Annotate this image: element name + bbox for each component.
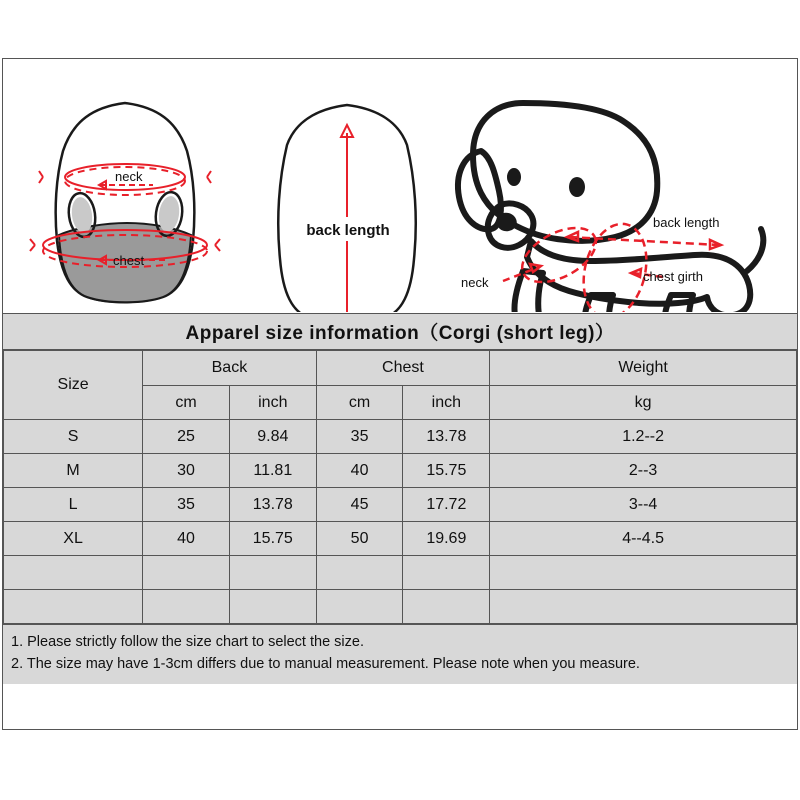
header-chest-inch: inch xyxy=(403,386,490,420)
illustration-band xyxy=(3,59,797,314)
cell-chest-cm xyxy=(316,556,403,590)
cell-back-cm xyxy=(143,590,230,624)
cell-chest-cm: 50 xyxy=(316,522,403,556)
cell-chest-inch: 13.78 xyxy=(403,420,490,454)
header-size: Size xyxy=(4,351,143,420)
cell-back-cm: 30 xyxy=(143,454,230,488)
cell-chest-inch: 15.75 xyxy=(403,454,490,488)
cell-weight-kg xyxy=(490,556,797,590)
cell-size xyxy=(4,590,143,624)
table-row xyxy=(4,556,797,590)
illustration-svg xyxy=(3,59,797,312)
dog-illustration xyxy=(458,103,763,312)
cell-size: XL xyxy=(4,522,143,556)
table-header-groups xyxy=(4,351,797,386)
cell-weight-kg xyxy=(490,590,797,624)
cell-back-inch xyxy=(229,590,316,624)
cell-back-inch xyxy=(229,556,316,590)
cell-chest-cm: 45 xyxy=(316,488,403,522)
header-weight-kg: kg xyxy=(490,386,797,420)
table-row xyxy=(4,488,797,522)
header-weight: Weight xyxy=(490,351,797,386)
cell-chest-inch: 17.72 xyxy=(403,488,490,522)
cell-back-cm: 40 xyxy=(143,522,230,556)
cell-weight-kg: 4--4.5 xyxy=(490,522,797,556)
dog-neck-label: neck xyxy=(461,275,489,290)
header-chest-cm: cm xyxy=(316,386,403,420)
cell-chest-inch xyxy=(403,590,490,624)
cell-size xyxy=(4,556,143,590)
cell-weight-kg: 1.2--2 xyxy=(490,420,797,454)
back-view-illustration xyxy=(278,105,416,312)
cell-chest-cm: 40 xyxy=(316,454,403,488)
cell-back-cm: 35 xyxy=(143,488,230,522)
front-view-illustration xyxy=(30,103,220,302)
dog-chest-girth-label: chest girth xyxy=(643,269,703,284)
note-line-1: 1. Please strictly follow the size chart to select the size. xyxy=(11,634,364,650)
table-row xyxy=(4,420,797,454)
header-back-inch: inch xyxy=(229,386,316,420)
notes-section xyxy=(3,624,797,684)
table-row xyxy=(4,454,797,488)
table-title-row xyxy=(3,314,797,350)
note-line-2: 2. The size may have 1-3cm differs due to manual measurement. Please note when you measure. xyxy=(11,656,640,673)
cell-back-cm xyxy=(143,556,230,590)
size-chart-sheet xyxy=(2,58,798,730)
cell-weight-kg: 3--4 xyxy=(490,488,797,522)
table-row xyxy=(4,522,797,556)
cell-back-inch: 11.81 xyxy=(229,454,316,488)
cell-size: S xyxy=(4,420,143,454)
cell-chest-inch xyxy=(403,556,490,590)
cell-chest-inch: 19.69 xyxy=(403,522,490,556)
cell-back-inch: 9.84 xyxy=(229,420,316,454)
cell-back-cm: 25 xyxy=(143,420,230,454)
cell-size: M xyxy=(4,454,143,488)
cell-back-inch: 13.78 xyxy=(229,488,316,522)
cell-chest-cm: 35 xyxy=(316,420,403,454)
header-back: Back xyxy=(143,351,317,386)
size-table xyxy=(3,350,797,624)
header-chest: Chest xyxy=(316,351,490,386)
cell-back-inch: 15.75 xyxy=(229,522,316,556)
cell-weight-kg: 2--3 xyxy=(490,454,797,488)
cell-chest-cm xyxy=(316,590,403,624)
front-neck-label: neck xyxy=(115,169,143,184)
back-length-label: back length xyxy=(306,222,390,239)
table-row xyxy=(4,590,797,624)
header-back-cm: cm xyxy=(143,386,230,420)
front-chest-label: chest xyxy=(113,253,145,268)
page-title: Apparel size information（Corgi (short leg)） xyxy=(185,323,615,344)
dog-back-length-label: back length xyxy=(653,215,720,230)
cell-size: L xyxy=(4,488,143,522)
